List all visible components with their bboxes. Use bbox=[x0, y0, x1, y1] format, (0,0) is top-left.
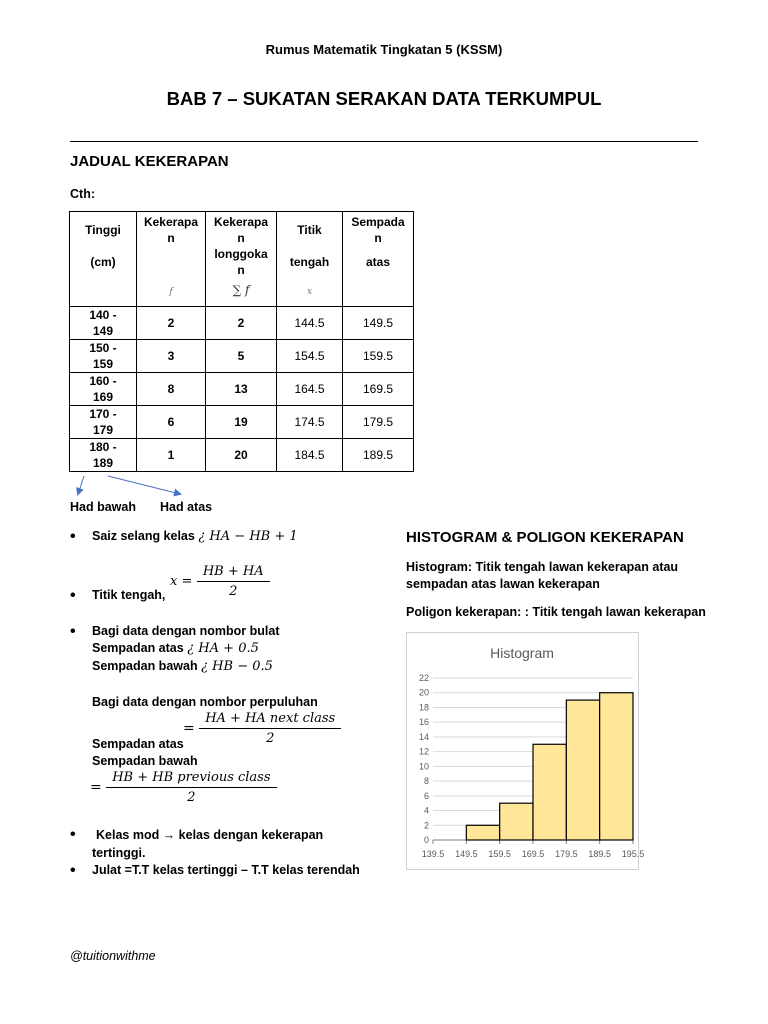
header-line: n bbox=[167, 231, 175, 245]
upper-boundary-cell: 189.5 bbox=[343, 439, 414, 472]
frequency-table bbox=[69, 211, 414, 472]
upper-limit-arrow bbox=[108, 476, 180, 494]
decimal-lower-formula bbox=[90, 770, 277, 805]
x-tick-labels bbox=[422, 849, 645, 859]
header-line: Titik bbox=[297, 223, 322, 237]
x-tick-label: 189.5 bbox=[588, 849, 611, 859]
lower-limit-arrow bbox=[78, 476, 84, 494]
example-label: Cth: bbox=[70, 187, 95, 201]
y-tick-label: 0 bbox=[423, 835, 429, 845]
table-row bbox=[70, 406, 414, 439]
upper-boundary-cell: 159.5 bbox=[343, 340, 414, 373]
range-formula: Julat =T.T kelas tertinggi – T.T kelas terendah bbox=[92, 863, 360, 877]
frequency-cell: 1 bbox=[137, 439, 206, 472]
upper-bound-item bbox=[92, 641, 259, 656]
x-tick-label: 169.5 bbox=[521, 849, 545, 859]
table-row bbox=[70, 307, 414, 340]
cumulative-cell: 2 bbox=[206, 307, 277, 340]
y-tick-label: 16 bbox=[418, 717, 429, 728]
mode-line2: tertinggi. bbox=[92, 846, 146, 860]
header-line: Sempada bbox=[351, 215, 405, 229]
class-cell bbox=[70, 406, 137, 439]
midpoint-lhs: x = bbox=[170, 574, 193, 589]
decimal-data-label: Bagi data dengan nombor perpuluhan bbox=[92, 695, 318, 709]
y-tick-label: 4 bbox=[423, 805, 429, 816]
header-line: atas bbox=[365, 255, 391, 269]
class-cell bbox=[70, 439, 137, 472]
class-size-item bbox=[92, 529, 298, 544]
histogram-bar bbox=[466, 825, 499, 840]
header-line: Kekerapa bbox=[143, 215, 199, 229]
y-tick-label: 20 bbox=[418, 687, 429, 698]
class-top: 180 - bbox=[89, 440, 117, 454]
midpoint-cell: 174.5 bbox=[277, 406, 343, 439]
class-bottom: 169 bbox=[92, 390, 114, 404]
midpoint-cell: 154.5 bbox=[277, 340, 343, 373]
decimal-upper-label: Sempadan atas bbox=[92, 737, 184, 751]
chart-title: Histogram bbox=[490, 645, 554, 661]
midpoint-symbol: x bbox=[306, 287, 313, 297]
frequency-cell: 8 bbox=[137, 373, 206, 406]
x-tick-label: 139.5 bbox=[421, 849, 445, 859]
table-row bbox=[70, 340, 414, 373]
class-bottom: 149 bbox=[92, 324, 114, 338]
upper-boundary-cell: 179.5 bbox=[343, 406, 414, 439]
header-line: tengah bbox=[289, 255, 330, 269]
integer-data-label: Bagi data dengan nombor bulat bbox=[92, 624, 280, 638]
frequency-cell: 2 bbox=[137, 307, 206, 340]
y-tick-label: 6 bbox=[423, 790, 429, 801]
fraction-denominator: 2 bbox=[229, 584, 238, 599]
header-upper-boundary bbox=[343, 212, 414, 307]
y-tick-label: 2 bbox=[423, 820, 429, 831]
fraction-denominator: 2 bbox=[266, 731, 275, 746]
fraction-numerator: HB + HA bbox=[197, 564, 270, 582]
lower-limit-label: Had bawah bbox=[70, 500, 136, 514]
y-tick-label: 18 bbox=[418, 702, 429, 713]
x-tick-label: 159.5 bbox=[488, 849, 511, 859]
y-tick-label: 22 bbox=[418, 673, 429, 683]
cumulative-cell: 20 bbox=[206, 439, 277, 472]
histogram-chart bbox=[406, 632, 645, 870]
histogram-desc-line2: sempadan atas lawan kekerapan bbox=[406, 577, 600, 591]
class-top: 140 - bbox=[89, 308, 117, 322]
cumulative-cell: 19 bbox=[206, 406, 277, 439]
class-size-formula: ¿ HA − HB + 1 bbox=[198, 529, 298, 544]
histogram-bar bbox=[566, 700, 599, 840]
header-frequency bbox=[137, 212, 206, 307]
section-heading-frequency-table: JADUAL KEKERAPAN bbox=[70, 153, 229, 170]
bullet-dot: • bbox=[70, 623, 76, 640]
fraction-denominator: 2 bbox=[187, 790, 196, 805]
header-line: Tinggi bbox=[85, 223, 121, 237]
upper-boundary-cell: 149.5 bbox=[343, 307, 414, 340]
y-tick-label: 10 bbox=[418, 761, 429, 772]
class-cell bbox=[70, 307, 137, 340]
header-line: n bbox=[237, 231, 245, 245]
header-height bbox=[70, 212, 137, 307]
class-bottom: 159 bbox=[92, 357, 114, 371]
class-bottom: 179 bbox=[92, 423, 114, 437]
equals-sign: = bbox=[183, 720, 195, 737]
class-top: 150 - bbox=[89, 341, 117, 355]
midpoint-fraction bbox=[197, 564, 270, 599]
upper-bound-formula: ¿ HA + 0.5 bbox=[187, 641, 259, 656]
cumulative-cell: 5 bbox=[206, 340, 277, 373]
class-size-label: Saiz selang kelas bbox=[92, 529, 195, 543]
header-line: Kekerapa bbox=[213, 215, 269, 229]
mode-line1: Kelas mod → kelas dengan kekerapan bbox=[96, 828, 324, 842]
class-cell bbox=[70, 340, 137, 373]
lower-bound-formula: ¿ HB − 0.5 bbox=[201, 659, 273, 674]
upper-boundary-cell: 169.5 bbox=[343, 373, 414, 406]
decimal-upper-formula bbox=[183, 711, 341, 746]
midpoint-formula bbox=[170, 564, 270, 599]
class-top: 160 - bbox=[89, 374, 117, 388]
bullet-dot: • bbox=[70, 528, 76, 545]
header-line: n bbox=[237, 263, 245, 277]
x-tick-label: 149.5 bbox=[455, 849, 478, 859]
y-tick-label: 12 bbox=[418, 746, 429, 757]
decimal-lower-fraction bbox=[106, 770, 276, 805]
header-cumulative-frequency bbox=[206, 212, 277, 307]
class-bottom: 189 bbox=[92, 456, 114, 470]
upper-bound-label: Sempadan atas bbox=[92, 641, 184, 655]
midpoint-label: Titik tengah, bbox=[92, 588, 166, 602]
frequency-cell: 6 bbox=[137, 406, 206, 439]
lower-bound-label: Sempadan bawah bbox=[92, 659, 198, 673]
histogram-bar bbox=[600, 693, 633, 840]
header-midpoint bbox=[277, 212, 343, 307]
bullet-dot: • bbox=[70, 862, 76, 879]
decimal-lower-label: Sempadan bawah bbox=[92, 754, 198, 768]
table-row bbox=[70, 439, 414, 472]
x-tick-label: 179.5 bbox=[555, 849, 578, 859]
section-heading-histogram: HISTOGRAM & POLIGON KEKERAPAN bbox=[406, 529, 684, 546]
histogram-bar bbox=[500, 803, 533, 840]
footer-handle: @tuitionwithme bbox=[70, 949, 156, 963]
class-top: 170 - bbox=[89, 407, 117, 421]
header-line: n bbox=[374, 231, 382, 245]
header-line: (cm) bbox=[90, 255, 116, 269]
fraction-numerator: HB + HB previous class bbox=[106, 770, 276, 788]
y-tick-label: 8 bbox=[423, 776, 429, 787]
limit-arrows bbox=[68, 470, 198, 502]
page-header: Rumus Matematik Tingkatan 5 (KSSM) bbox=[265, 42, 503, 57]
y-tick-label: 14 bbox=[418, 731, 429, 742]
table-row bbox=[70, 373, 414, 406]
histogram-desc-line1: Histogram: Titik tengah lawan kekerapan atau bbox=[406, 560, 679, 574]
bullet-dot: • bbox=[70, 826, 76, 843]
lower-bound-item bbox=[92, 659, 273, 674]
fraction-numerator: HA + HA next class bbox=[199, 711, 341, 729]
midpoint-cell: 164.5 bbox=[277, 373, 343, 406]
polygon-desc: Poligon kekerapan: : Titik tengah lawan kekerapan bbox=[406, 605, 706, 619]
chapter-title: BAB 7 – SUKATAN SERAKAN DATA TERKUMPUL bbox=[166, 88, 602, 109]
equals-sign: = bbox=[90, 779, 102, 796]
decimal-upper-fraction bbox=[199, 711, 341, 746]
cumulative-cell: 13 bbox=[206, 373, 277, 406]
header-line: longgoka bbox=[214, 247, 268, 261]
class-cell bbox=[70, 373, 137, 406]
table-header-row bbox=[70, 212, 414, 307]
bullet-dot: • bbox=[70, 587, 76, 604]
midpoint-cell: 144.5 bbox=[277, 307, 343, 340]
frequency-cell: 3 bbox=[137, 340, 206, 373]
frequency-symbol: f bbox=[169, 287, 173, 297]
midpoint-cell: 184.5 bbox=[277, 439, 343, 472]
x-tick-label: 195.5 bbox=[621, 849, 645, 859]
upper-limit-label: Had atas bbox=[160, 500, 213, 514]
histogram-bar bbox=[533, 744, 566, 840]
title-divider bbox=[70, 141, 698, 142]
sigma-symbol: ∑ f bbox=[232, 283, 250, 297]
